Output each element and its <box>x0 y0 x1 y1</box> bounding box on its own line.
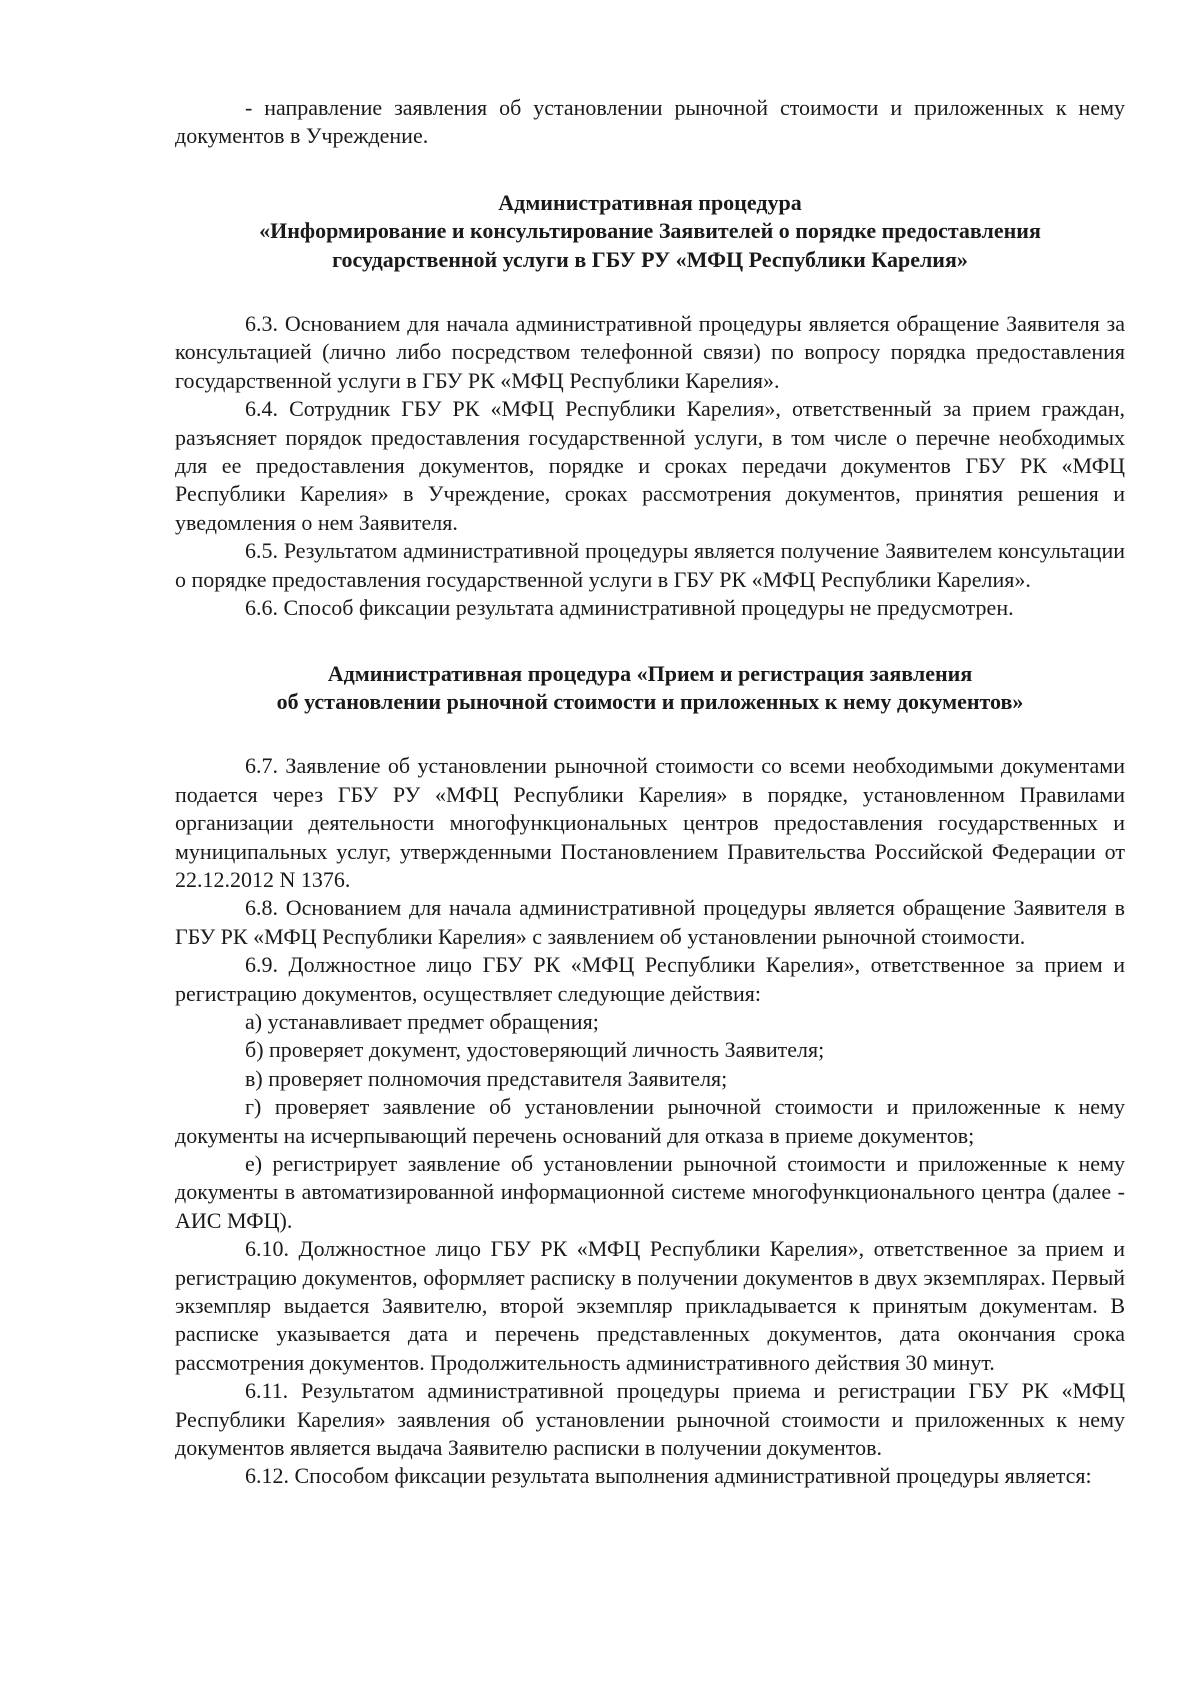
heading-line: «Информирование и консультирование Заявителей о порядке предоставления <box>259 218 1041 244</box>
paragraph-6-7: 6.7. Заявление об установлении рыночной стоимости со всеми необходимыми документами подается через ГБУ РУ «МФЦ Республики Карелия» в порядке, установленном Правилами организации деятельности многофункциональных центров предоставления государственных и муниципальных услуг, утвержденными Постановлением Правительства Российской Федерации от 22.12.2012 N 1376. <box>175 753 1125 892</box>
heading-line: государственной услуги в ГБУ РУ «МФЦ Республики Карелия» <box>332 246 968 272</box>
paragraph-6-12: 6.12. Способом фиксации результата выполнения административной процедуры является: <box>245 1463 1092 1489</box>
section-body-reception <box>175 752 1125 1491</box>
list-item-b: б) проверяет документ, удостоверяющий личность Заявителя; <box>245 1037 825 1063</box>
heading-line: об установлении рыночной стоимости и приложенных к нему документов» <box>276 688 1024 714</box>
paragraph-6-3: 6.3. Основанием для начала административной процедуры является обращение Заявителя за консультацией (лично либо посредством телефонной связи) по вопросу порядка предоставления государственной услуги в ГБУ РК «МФЦ Республики Карелия». <box>175 311 1125 393</box>
section-heading-reception <box>175 660 1125 717</box>
paragraph-6-11: 6.11. Результатом административной процедуры приема и регистрации ГБУ РК «МФЦ Республики Карелия» заявления об установлении рыночной стоимости и приложенных к нему документов является выдача Заявителю расписки в получении документов. <box>175 1378 1125 1461</box>
paragraph-6-5: 6.5. Результатом административной процедуры является получение Заявителем консультации о порядке предоставления государственной услуги в ГБУ РК «МФЦ Республики Карелия». <box>175 538 1125 592</box>
heading-line: Административная процедура «Прием и регистрация заявления <box>327 660 973 686</box>
paragraph-6-6: 6.6. Способ фиксации результата административной процедуры не предусмотрен. <box>245 595 1014 621</box>
list-item-a: а) устанавливает предмет обращения; <box>245 1008 599 1034</box>
heading-line: Административная процедура <box>498 189 802 215</box>
paragraph-6-9: 6.9. Должностное лицо ГБУ РК «МФЦ Республики Карелия», ответственное за прием и регистрацию документов, осуществляет следующие действия: <box>175 952 1125 1006</box>
paragraph-6-10: 6.10. Должностное лицо ГБУ РК «МФЦ Республики Карелия», ответственное за прием и регистрацию документов, оформляет расписку в получении документов в двух экземплярах. Первый экземпляр выдается Заявителю, второй экземпляр прикладывается к принятым документам. В расписке указывается дата и перечень представленных документов, дата окончания срока рассмотрения документов. Продолжительность административного действия 30 минут. <box>175 1236 1125 1375</box>
intro-paragraph: - направление заявления об установлении рыночной стоимости и приложенных к нему документов в Учреждение. <box>175 95 1125 149</box>
section-heading-informing <box>175 189 1125 274</box>
section-body-informing <box>175 310 1125 622</box>
list-item-e: е) регистрирует заявление об установлении рыночной стоимости и приложенные к нему документы в автоматизированной информационной системе многофункционального центра (далее - АИС МФЦ). <box>175 1151 1125 1233</box>
list-item-g: г) проверяет заявление об установлении рыночной стоимости и приложенные к нему документы на исчерпывающий перечень оснований для отказа в приеме документов; <box>175 1094 1125 1148</box>
list-item-v: в) проверяет полномочия представителя Заявителя; <box>245 1065 728 1091</box>
paragraph-6-8: 6.8. Основанием для начала административной процедуры является обращение Заявителя в ГБУ РК «МФЦ Республики Карелия» с заявлением об установлении рыночной стоимости. <box>175 895 1125 949</box>
paragraph-6-4: 6.4. Сотрудник ГБУ РК «МФЦ Республики Карелия», ответственный за прием граждан, разъясняет порядок предоставления государственной услуги, в том числе о перечне необходимых для ее предоставления документов, порядке и сроках передачи документов ГБУ РК «МФЦ Республики Карелия» в Учреждение, сроках рассмотрения документов, принятия решения и уведомления о нем Заявителя. <box>175 396 1125 535</box>
